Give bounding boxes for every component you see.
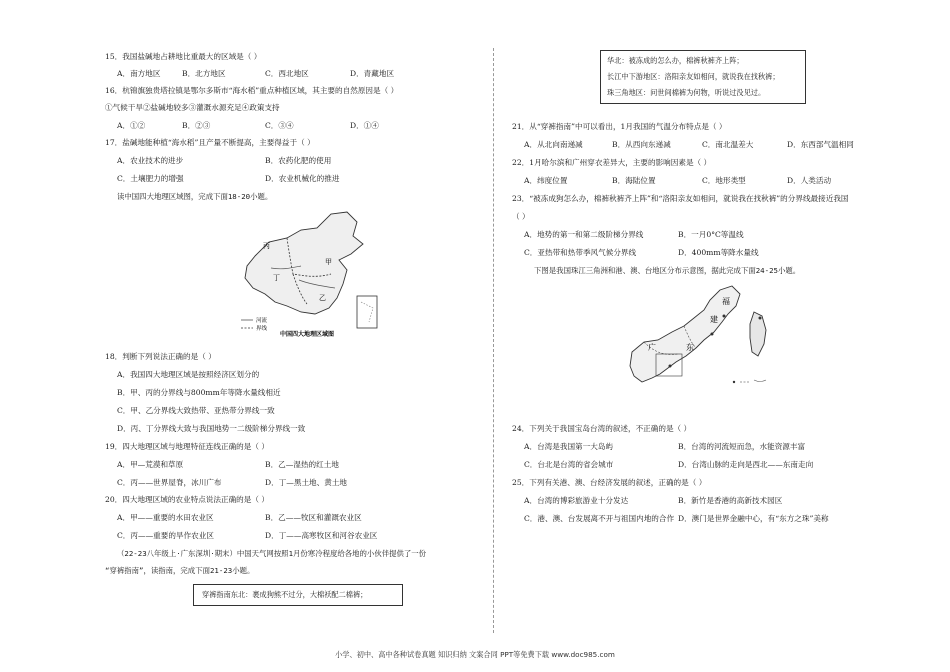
page-footer: 小学、初中、高中各种试卷真题 知识归纳 文案合同 PPT等免费下载 www.doc985.com [335,650,615,659]
q15-stem: 15．我国盐碱地占耕地比重最大的区域是（ ） [105,52,262,61]
q16-sub: ①气候干旱②盐碱地较多③灌溉水源充足④政策支持 [105,103,280,112]
q19-option-a: A．甲—荒漠和草原 [117,460,184,469]
q15-option-d: D．青藏地区 [350,69,395,78]
q15-option-c: C．西北地区 [265,69,309,78]
q22-option-c: C．地形类型 [702,176,746,185]
region-label-yi: 乙 [319,294,326,302]
q18-option-c: C．甲、乙分界线大致热带、亚热带分界线一致 [117,406,275,415]
q25-option-a: A．台湾的博彩旅游业十分发达 [524,496,629,505]
q22-option-a: A．纬度位置 [524,176,568,185]
q22-option-b: B．海陆位置 [612,176,656,185]
city-dot [723,315,726,318]
q25-option-c: C．港、澳、台发展离不开与祖国内地的合作 [524,514,675,523]
q23-option-b: B．一月0°C等温线 [678,230,744,239]
q15-option-a: A．南方地区 [117,69,161,78]
q18-option-b: B．甲、丙的分界线与800mm年等降水量线相近 [117,388,281,397]
pants-guide-box-continued [600,50,806,104]
column-divider [493,48,494,633]
q18-option-a: A．我国四大地理区域是按照经济区划分的 [117,370,260,379]
q16-stem: 16．杭锦旗独贵塔拉镇是鄂尔多斯市“海水稻”重点种植区域，其主要的自然原因是（ ） [105,86,399,95]
q21-option-a: A．从北向南递减 [524,140,583,149]
q22-stem: 22．1月哈尔滨和广州穿衣差异大，主要的影响因素是（ ） [512,158,712,167]
q23-stem-line2: （ ） [512,212,530,221]
q20-option-c: C．丙——重要的旱作农业区 [117,531,214,540]
q23-option-a: A．地势的第一和第二级阶梯分界线 [524,230,644,239]
q17-option-d: D．农业机械化的推进 [265,174,340,183]
province-label-fu: 福 [722,297,730,306]
q20-option-d: D．丁——高寒牧区和河谷农业区 [265,531,378,540]
q25-option-d: D．澳门是世界金融中心，有“东方之珠”美称 [678,514,829,523]
q16-option-b: B．②③ [182,121,211,130]
region-label-ding: 丁 [273,274,280,282]
q19-option-d: D．丁—黑土地、黄土地 [265,478,348,487]
q24-option-c: C．台北是台湾的省会城市 [524,460,614,469]
legend-border-label: 界线 [256,326,268,332]
q17-option-a: A．农业技术的进步 [117,156,184,165]
q17-option-b: B．农药化肥的使用 [265,156,332,165]
q20-option-a: A．甲——重要的水田农业区 [117,513,214,522]
q21-stem: 21．从“穿裤指南”中可以看出，1月我国的气温分布特点是（ ） [512,122,727,131]
intro-21-23-line2: “穿裤指南”，读指南，完成下面21-23小题。 [105,566,255,575]
q19-option-c: C．丙——世界屋脊，冰川广布 [117,478,222,487]
q20-option-b: B．乙——牧区和灌溉农业区 [265,513,362,522]
city-dot [759,317,762,320]
q20-stem: 20．四大地理区域的农业特点说法正确的是（ ） [105,495,269,504]
q19-stem: 19．四大地理区域与地理特征连线正确的是（ ） [105,442,269,451]
pants-guide-pearl-delta: 珠三角地区：问世间棉裤为何物，听说过没见过。 [607,88,766,97]
q15-option-b: B．北方地区 [182,69,226,78]
q16-option-d: D．①④ [350,121,379,130]
pearl-delta-taiwan-map [624,282,804,398]
q18-stem: 18．判断下列说法正确的是（ ） [105,352,216,361]
legend-river-label: 河流 [256,318,268,324]
province-label-jian: 建 [710,315,718,324]
q24-option-a: A．台湾是我国第一大岛屿 [524,442,614,451]
q16-option-a: A．①② [117,121,146,130]
legend-symbol [733,381,735,383]
intro-21-23-line1: （22-23八年级上·广东深圳·期末）中国天气网按照1月份寒冷程度给各地的小伙伴提供了一份 [117,549,427,558]
province-label-guang: 广 [648,343,656,352]
q16-option-c: C．③④ [265,121,294,130]
pants-guide-north-china: 华北：被冻成的怎么办，棉裤秋裤齐上阵； [607,56,744,65]
city-dot [669,365,672,368]
region-label-jia: 甲 [325,258,332,266]
map-caption: 中国四大地理区域图 [280,331,335,338]
q18-option-d: D．丙、丁分界线大致与我国地势一二级阶梯分界线一致 [117,424,306,433]
province-label-dong: 东 [686,343,694,352]
q17-stem: 17．盐碱地能种植“海水稻”且产量不断提高，主要得益于（ ） [105,138,315,147]
q22-option-d: D．人类活动 [787,176,832,185]
q17-option-c: C．土壤肥力的增强 [117,174,184,183]
q25-stem: 25．下列有关港、澳、台经济发展的叙述，正确的是（ ） [512,478,707,487]
pants-guide-box-northeast [193,584,403,606]
region-label-bing: 丙 [263,242,270,250]
city-dot [711,333,714,336]
q23-option-c: C．亚热带和热带季风气候分界线 [524,248,637,257]
q24-stem: 24．下列关于我国宝岛台湾的叙述，不正确的是（ ） [512,424,692,433]
south-china-sea-inset [357,296,377,328]
q25-option-b: B．新竹是香港的高新技术园区 [678,496,783,505]
pants-guide-northeast: 穿裤指南东北：裹成狗熊不过分，大棉袄配二棉裤； [202,590,368,599]
q21-option-b: B．从西向东递减 [612,140,671,149]
q23-option-d: D．400mm等降水量线 [678,248,759,257]
q24-option-d: D．台湾山脉的走向是西北——东南走向 [678,460,814,469]
pants-guide-yangtze: 长江中下游地区：洛阳亲友如相问，就说我在找秋裤； [607,72,780,81]
q19-option-b: B．乙—湿热的红土地 [265,460,339,469]
map-intro-18-20: 读中国四大地理区域图，完成下面18-20小题。 [117,192,273,201]
q24-option-b: B．台湾的河流短而急，水能资源丰富 [678,442,806,451]
china-regions-map [235,208,385,338]
q23-stem-line1: 23．“被冻成狗怎么办，棉裤秋裤齐上阵”和“洛阳亲友如相问，就说我在找秋裤”的分界线最接近我国 [512,194,849,203]
map-intro-24-25: 下图是我国珠江三角洲和港、澳、台地区分布示意图，据此完成下面24-25小题。 [534,266,801,275]
q21-option-d: D．东西部气温相同 [787,140,854,149]
q21-option-c: C．南北温差大 [702,140,754,149]
